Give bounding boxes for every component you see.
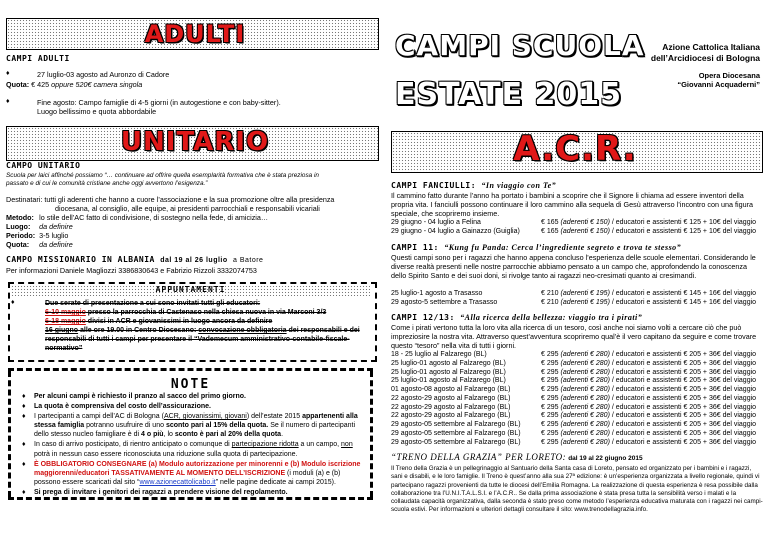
date-row-dates: 22 agosto-29 agosto al Falzarego (BL) [391, 403, 511, 411]
price-aderenti: (aderenti € 280) [560, 359, 610, 367]
c11-quote: “Kung fu Panda: Cerca l’ingrediente segreto e trova te stesso” [444, 243, 682, 252]
price: € 295 [541, 377, 559, 385]
date-row [391, 377, 763, 386]
appuntamenti-l4: alle ore 19.00 in Centro Diocesano: [78, 327, 199, 335]
price: € 295 [541, 386, 559, 393]
note-title: NOTE [170, 377, 211, 392]
date-row [391, 299, 763, 308]
note-3d: appartenenti alla stessa famiglia [34, 413, 358, 430]
price-aderenti: (aderenti € 150) [560, 219, 610, 226]
price-educatori: / educatori e assistenti € 205 + 36€ del viaggio [611, 421, 757, 428]
date-row-price [541, 421, 763, 430]
price-aderenti: (aderenti € 280) [560, 429, 610, 437]
date-row [391, 421, 763, 430]
c11-title: CAMPI 11: [391, 243, 439, 252]
unitario-title: UNITARIO [120, 127, 270, 157]
campo-unitario-heading: CAMPO UNITARIO [6, 161, 81, 170]
date-row-dates: 29 agosto-05 settembre al Falzarego (BL) [391, 421, 521, 428]
date-row [391, 412, 763, 421]
campi-1213-heading [391, 313, 642, 323]
adulti-title: ADULTI [144, 20, 246, 48]
treno-desc: Il Treno della Grazia è un pellegrinaggio al Santuario della Santa casa di Loreto, pensato ed organizzato per i bambini e i ragazzi, sani e disabili, e le loro famiglie. Il Treno è quest’anno alla sua 27ª edizione: è un’esperienza organizzata a livello regionale, quindi vi partecipano ragazzi provenienti da tutte le diocesi dell’Emilia Romagna. La realizzazione di questa esperienza è resa possibile dalla collaborazione tra l’U.N.I.T.A.L.S.I. e l’A.C.R.. Se dalla prima associazione è stata presa tutta la sensibilità verso i malati e la collaudata capacità organizzativa, dalla seconda è stato preso come metodo l’esperienza educativa maturata con i ragazzi nei campi-scuola estivi. Per informazioni e ulteriori dettagli consultare il sito: www.trenodellagrazia.info. [391, 465, 763, 514]
date-row-price [541, 351, 763, 360]
campo-missionario-heading [6, 255, 263, 266]
date-row-price [541, 360, 763, 369]
note-list [22, 392, 366, 497]
date-6-10-maggio: 6-10 maggio [45, 309, 86, 317]
quota-label: Quota: [6, 80, 30, 89]
note-3f: sconto pari al 15% della quota. [165, 422, 269, 430]
bullet-icon: ♦ [6, 70, 10, 77]
date-row-price [541, 404, 763, 413]
price-aderenti: (aderenti € 150) [560, 227, 610, 235]
note-3b: ACR, giovanissimi, giovani [163, 413, 247, 421]
bullet-icon: ♦ [11, 299, 15, 306]
date-6-18-maggio: 6-18 maggio [45, 318, 86, 326]
appuntamenti-l3: divisi in ACR e giovanissimi in luogo ancora da definire [85, 318, 273, 326]
price: € 165 [541, 219, 559, 226]
treno-dates: dal 19 al 22 giugno 2015 [568, 455, 643, 462]
adulti-b2-line1: Fine agosto: Campo famiglie di 4-5 giorni (in autogestione e con baby-sitter). [37, 98, 281, 107]
price: € 295 [541, 403, 559, 411]
adulti-b1: 27 luglio-03 agosto ad Auronzo di Cadore [37, 70, 170, 79]
date-row-dates: 29 giugno - 04 luglio a Gainazzo (Guiglia) [391, 227, 520, 235]
date-row [391, 360, 763, 369]
missionario-title: CAMPO MISSIONARIO IN ALBANIA [6, 255, 155, 264]
date-row-price [541, 386, 763, 395]
note-5a: È OBBLIGATORIO CONSEGNARE (a) Modulo autorizzazione per minorenni e (b) Modulo iscrizione maggiorenni/educatori TASSATIVAMENTE AL MOMENTO DELL’ISCRIZIONE [34, 460, 361, 477]
date-row-price [541, 369, 763, 378]
note-3i: , lo [163, 431, 175, 439]
bullet-icon: ♦ [22, 441, 26, 449]
appuntamenti-l2: presso la parrocchia di Castenaso nella chiesa nuova in via Marconi 3/3 [85, 309, 327, 317]
date-row-dates: 25 luglio-01 agosto al Falzarego (BL) [391, 377, 506, 385]
fanciulli-desc: Il cammino fatto durante l’anno ha portato i bambini a scoprire che il Signore li chiama ad essere inventori della propria vita. I fanciulli possono continuare il loro cammino alla sequela di Gesù attraverso l’incontro con una figura speciale, che scopriremo insieme. [391, 191, 753, 218]
unitario-row-label: Metodo: [6, 213, 34, 222]
date-row-price [541, 430, 763, 439]
bullet-icon: ♦ [22, 403, 26, 411]
price-aderenti: (aderenti € 280) [560, 368, 610, 376]
c1213-quote: “Alla ricerca della bellezza: viaggio tra i pirati” [460, 313, 643, 322]
price-aderenti: (aderenti € 195) [560, 298, 610, 306]
price: € 295 [541, 359, 559, 367]
date-row [391, 386, 763, 395]
azionecattolica-link[interactable]: www.azionecattolicabo.it [139, 478, 216, 486]
destinatari-line-1: Destinatari: tutti gli aderenti che hanno a cuore l’associazione e la sua promozione oltre alla presidenza [6, 195, 335, 204]
bullet-icon: ♦ [6, 98, 10, 105]
bullet-icon: ♦ [22, 488, 26, 496]
price-aderenti: (aderenti € 280) [560, 351, 610, 358]
price-aderenti: (aderenti € 280) [560, 394, 610, 402]
opera-diocesana [560, 71, 760, 90]
price-educatori: / educatori e assistenti € 145 + 16€ del viaggio [611, 298, 757, 306]
unitario-details [6, 213, 272, 249]
unitario-row-label: Periodo: [6, 231, 36, 240]
estate-2015-title: ESTATE 2015 [395, 77, 623, 112]
price-educatori: / educatori e assistenti € 205 + 36€ del viaggio [611, 351, 757, 358]
date-row [391, 290, 763, 299]
unitario-row [6, 213, 272, 222]
quota-value: € 425 [31, 80, 50, 89]
note-3g: Se il numero di partecipanti dello stesso nucleo famigliare è di [34, 422, 356, 439]
note-3k: . [281, 431, 284, 439]
price-educatori: / educatori e assistenti € 205 + 36€ del viaggio [611, 403, 757, 411]
note-3j: sconto è pari al 20% della quota [174, 431, 282, 439]
date-row [391, 228, 763, 237]
date-row-dates: 29 agosto-05 settembre al Falzarego (BL) [391, 429, 521, 437]
date-row [391, 430, 763, 439]
note-4b: partecipazione ridotta [231, 441, 299, 449]
date-row-price [541, 439, 763, 448]
price-educatori: / educatori e assistenti € 205 + 36€ del viaggio [611, 386, 757, 393]
price-educatori: / educatori e assistenti € 205 + 36€ del viaggio [611, 368, 757, 376]
price-educatori: / educatori e assistenti € 125 + 10€ del viaggio [611, 219, 757, 226]
acr-title: A.C.R. [513, 129, 637, 169]
unitario-row [6, 240, 272, 249]
price: € 165 [541, 227, 559, 235]
price-educatori: / educatori e assistenti € 125 + 10€ del viaggio [611, 227, 757, 235]
price-educatori: / educatori e assistenti € 205 + 36€ del viaggio [611, 377, 757, 385]
treno-title: “TRENO DELLA GRAZIA” PER LORETO: [391, 452, 567, 462]
date-row-dates: 01 agosto-08 agosto al Falzarego (BL) [391, 386, 511, 393]
campi-fanciulli-heading [391, 181, 556, 191]
note-3a: I partecipanti a campi dell’AC di Bologna ( [34, 413, 164, 421]
treno-heading [391, 452, 643, 463]
price: € 210 [541, 298, 559, 306]
date-row [391, 404, 763, 413]
price-educatori: / educatori e assistenti € 205 + 36€ del viaggio [611, 412, 757, 420]
note-4a: In caso di arrivo posticipato, di rientro anticipato o comunque di [34, 441, 232, 449]
unitario-intro-2: passato e di cui le comunità cristiane anche oggi avvertono l’esigenza.” [6, 180, 208, 187]
note-3e: potranno usufruire di uno [84, 422, 166, 430]
fanciulli-quote: “In viaggio con Te” [481, 181, 557, 190]
date-row [391, 351, 763, 360]
date-row [391, 395, 763, 404]
opera-line-1: Opera Diocesana [698, 71, 760, 80]
date-row-dates: 25 luglio-01 agosto al Falzarego (BL) [391, 359, 506, 367]
price-educatori: / educatori e assistenti € 205 + 36€ del viaggio [611, 429, 757, 437]
adulti-b2-line2: Luogo bellissimo e quota abbordabile [37, 107, 157, 116]
unitario-row [6, 222, 272, 231]
date-row [391, 439, 763, 448]
c11-dates [391, 290, 763, 308]
price-educatori: / educatori e assistenti € 205 + 36€ del viaggio [611, 438, 757, 446]
date-row-price [541, 395, 763, 404]
campi-11-heading [391, 243, 681, 253]
date-row-price [541, 412, 763, 421]
bullet-icon: ♦ [22, 460, 26, 468]
price: € 295 [541, 421, 559, 428]
price: € 295 [541, 351, 559, 358]
date-16-giugno: 16 giugno [45, 327, 79, 335]
note-4c: a un campo, [298, 441, 342, 449]
fanciulli-dates [391, 219, 763, 237]
date-row-price [541, 219, 763, 228]
price-educatori: / educatori e assistenti € 145 + 16€ del viaggio [611, 290, 757, 297]
unitario-row-label: Quota: [6, 240, 30, 249]
org-name [560, 42, 760, 63]
price: € 295 [541, 438, 559, 446]
unitario-row [6, 231, 272, 240]
price-aderenti: (aderenti € 280) [560, 412, 610, 420]
unitario-row-value: 3-5 luglio [39, 231, 69, 240]
date-row [391, 369, 763, 378]
bullet-icon: ♦ [22, 413, 26, 421]
date-row-dates: 25 luglio-1 agosto a Trasasso [391, 290, 483, 297]
campi-adulti-heading: CAMPI ADULTI [6, 54, 70, 63]
quota-note: oppure 520€ camera singola [51, 80, 143, 89]
unitario-row-label: Luogo: [6, 222, 31, 231]
bullet-icon: ♦ [22, 393, 26, 400]
date-row-dates: 18 - 25 luglio al Falzarego (BL) [391, 351, 487, 358]
unitario-row-value: da definire [39, 240, 73, 249]
c11-desc: Questi campi sono per i ragazzi che hanno appena concluso l’esperienza delle scuole elementari. Considerando le diverse realtà presenti nelle nostre parrocchie abbiamo pensato a un campo che, approfondendo la conoscenza dello Spirito Santo e dei suoi doni, si rivolge tanto ai ragazzi neo-cresimati quanto ai cresimandi. [391, 253, 756, 280]
missionario-dates: dal 19 al 26 luglio [160, 257, 228, 264]
c1213-title: CAMPI 12/13: [391, 313, 455, 322]
date-row-price [541, 377, 763, 386]
price-aderenti: (aderenti € 280) [560, 421, 610, 428]
missionario-info: Per informazioni Daniele Magliozzi 3386830643 e Fabrizio Rizzoli 3332074753 [6, 266, 257, 275]
note-4d: non [341, 441, 353, 449]
price-educatori: / educatori e assistenti € 205 + 36€ del viaggio [611, 394, 757, 402]
date-row-dates: 25 luglio-01 agosto al Falzarego (BL) [391, 368, 506, 376]
c1213-dates [391, 351, 763, 447]
date-row-dates: 29 giugno - 04 luglio a Felina [391, 219, 481, 226]
c1213-desc: Come i pirati vertono tutta la loro vita alla ricerca di un tesoro, così anche noi siamo volti a cercare ciò che può impreziosire la nostra vita. Attraverso quest’avventura scopriremo qual’è il vero capitano da seguire e come trovare questo “tesoro” nella vita di tutti i giorni. [391, 323, 757, 350]
unitario-destinatari [6, 195, 334, 213]
price-educatori: / educatori e assistenti € 205 + 36€ del viaggio [611, 359, 757, 367]
destinatari-line-2: diocesana, al consiglio, alle equipe, ai presidenti parrocchiali e responsabili vicariali [55, 204, 320, 213]
date-row-dates: 22 agosto-29 agosto al Falzarego (BL) [391, 412, 511, 420]
date-row-price [541, 290, 763, 299]
appuntamenti-l4-tail: dei responsabili e dei responsabili di tutti i campi per presentare il “Vademecum amministrativo-contabile-fiscale-normativo” [45, 327, 360, 353]
fanciulli-title: CAMPI FANCIULLI: [391, 181, 477, 190]
price-aderenti: (aderenti € 280) [560, 403, 610, 411]
unitario-intro [6, 172, 319, 188]
missionario-place: a Batore [232, 257, 264, 264]
note-2: La quota è comprensiva del costo dell’assicurazione. [34, 403, 211, 411]
unitario-intro-1: Scuola per laici affinché possiamo “… continuare ad offrire quella esemplarità formativa che è stata preziosa in [6, 172, 319, 179]
note-4e: potrà in nessun caso essere riconosciuta una riduzione sulla quota di partecipazione. [34, 450, 298, 458]
price-aderenti: (aderenti € 280) [560, 438, 610, 446]
note-3c: ) dell’estate 2015 [246, 413, 303, 421]
appuntamenti-title: APPUNTAMENTI [155, 285, 226, 294]
price: € 295 [541, 429, 559, 437]
unitario-row-value: da definire [39, 222, 73, 231]
note-6: Si prega di invitare i genitori dei ragazzi a prendere visione del regolamento. [34, 488, 288, 496]
price: € 295 [541, 368, 559, 376]
org-line-2: dell’Arcidiocesi di Bologna [650, 52, 760, 63]
unitario-row-value: lo stile dell’AC fatto di condivisione, di sostegno nella fede, di amicizia… [39, 213, 269, 222]
price-aderenti: (aderenti € 280) [560, 386, 610, 393]
note-5d: ” nelle pagine dedicate ai campi 2015). [215, 478, 336, 486]
price-aderenti: (aderenti € 195) [560, 290, 610, 297]
org-line-1: Azione Cattolica Italiana [662, 42, 760, 52]
date-row-dates: 22 agosto-29 agosto al Falzarego (BL) [391, 394, 511, 402]
date-row-price [541, 228, 763, 237]
convocazione-obbligatoria: convocazione obbligatoria [198, 327, 287, 335]
date-row-dates: 29 agosto-5 settembre a Trasasso [391, 298, 498, 306]
price-aderenti: (aderenti € 280) [560, 377, 610, 385]
date-row-price [541, 299, 763, 308]
note-3h: 4 o più [141, 431, 164, 439]
price: € 210 [541, 290, 559, 297]
appuntamenti-intro: Due serate di presentazione a cui sono invitati tutti gli educatori: [45, 300, 261, 307]
opera-line-2: “Giovanni Acquaderni” [677, 80, 760, 90]
price: € 295 [541, 394, 559, 402]
campi-scuola-title: CAMPI SCUOLA [395, 29, 645, 62]
date-row [391, 219, 763, 228]
price: € 295 [541, 412, 559, 420]
note-5b: (i moduli (a) e (b) possono essere scaricati dal sito “ [34, 469, 341, 486]
date-row-dates: 29 agosto-05 settembre al Falzarego (BL) [391, 438, 521, 446]
adulti-quota [6, 80, 142, 89]
note-1: Per alcuni campi è richiesto il pranzo al sacco del primo giorno. [34, 393, 247, 400]
